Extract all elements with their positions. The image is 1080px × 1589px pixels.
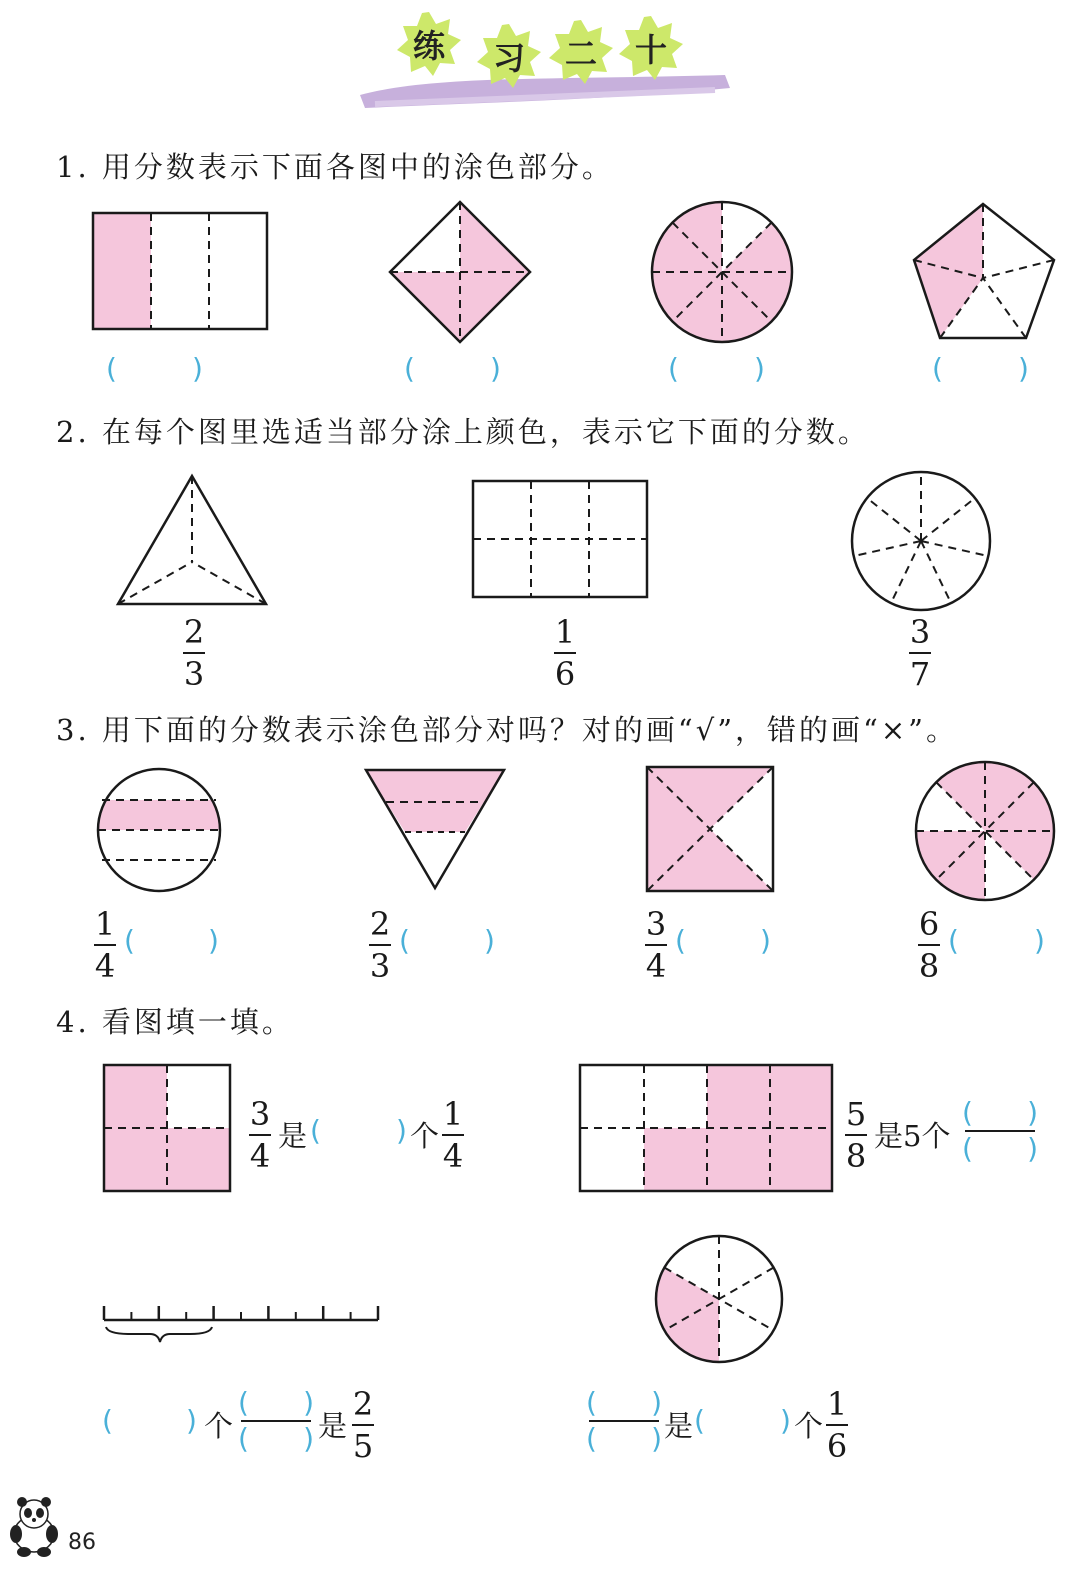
title-char: 习 <box>492 39 525 77</box>
numerator: 1 <box>826 1385 848 1423</box>
denominator: 8 <box>845 1137 867 1175</box>
q2-fraction-1 <box>183 614 205 692</box>
answer-open-paren: ( <box>124 924 135 957</box>
question-1-text: 1. 用分数表示下面各图中的涂色部分。 <box>56 150 614 184</box>
close-paren: ) <box>651 1422 662 1455</box>
title-badge-1 <box>395 10 463 78</box>
text-ge: 个 <box>794 1409 824 1443</box>
close-paren: ) <box>651 1386 662 1419</box>
denominator: 4 <box>442 1137 464 1175</box>
answer-close-paren[interactable]: ) <box>396 1114 407 1147</box>
numerator: 1 <box>94 905 116 943</box>
denominator: 4 <box>94 947 116 985</box>
answer-open-paren: ( <box>948 924 959 957</box>
answer-open-paren: ( <box>694 1404 705 1437</box>
q3-fraction-1 <box>94 906 116 984</box>
q3-square-figure <box>644 764 776 894</box>
answer-open-paren: ( <box>404 352 415 385</box>
title-badge-2 <box>475 22 543 90</box>
q4a-fraction-left <box>249 1096 271 1174</box>
question-3-text: 3. 用下面的分数表示涂色部分对吗？对的画“√”，错的画“×”。 <box>56 713 958 747</box>
answer-close-paren[interactable]: ) <box>1018 352 1029 385</box>
q1-circle-figure <box>648 198 796 346</box>
title-char: 十 <box>634 31 667 69</box>
numerator: 6 <box>918 905 940 943</box>
answer-close-paren[interactable]: ) <box>186 1404 197 1437</box>
open-paren: ( <box>586 1422 597 1455</box>
answer-close-paren[interactable]: ) <box>192 352 203 385</box>
numerator: 1 <box>554 613 576 651</box>
q2-triangle-figure[interactable] <box>114 472 270 608</box>
text-shi: 是 <box>278 1119 308 1153</box>
title-char: 二 <box>564 35 597 73</box>
q4b-fraction <box>845 1096 867 1174</box>
q3-circle-eighths-figure <box>912 758 1058 904</box>
numerator: 5 <box>845 1095 867 1133</box>
q3-fraction-2 <box>369 906 391 984</box>
close-paren: ) <box>1027 1132 1038 1165</box>
q2-fraction-2 <box>554 614 576 692</box>
q4d-fraction <box>826 1386 848 1464</box>
open-paren: ( <box>962 1096 973 1129</box>
q4-rectangle-eighths-figure <box>577 1062 835 1194</box>
q4-circle-sixths-figure <box>652 1232 786 1366</box>
q1-pentagon-figure <box>908 200 1058 342</box>
answer-close-paren[interactable]: ) <box>780 1404 791 1437</box>
numerator: 2 <box>183 613 205 651</box>
numerator: 1 <box>442 1095 464 1133</box>
text-ge: 个 <box>410 1119 440 1153</box>
title-badge-3 <box>547 18 615 86</box>
answer-open-paren: ( <box>932 352 943 385</box>
open-paren: ( <box>238 1386 249 1419</box>
text-shi: 是 <box>664 1409 694 1443</box>
numerator: 2 <box>369 905 391 943</box>
answer-close-paren[interactable]: ) <box>760 924 771 957</box>
answer-open-paren: ( <box>668 352 679 385</box>
text-ge: 个 <box>204 1409 234 1443</box>
answer-open-paren: ( <box>675 924 686 957</box>
q4c-fraction <box>352 1386 374 1464</box>
answer-open-paren: ( <box>310 1114 321 1147</box>
denominator: 6 <box>554 655 576 693</box>
title-badge-4 <box>617 14 685 82</box>
page-number: 86 <box>68 1530 96 1555</box>
denominator: 8 <box>918 947 940 985</box>
open-paren: ( <box>238 1422 249 1455</box>
answer-close-paren[interactable]: ) <box>490 352 501 385</box>
q4-segment-ruler-figure <box>100 1300 384 1350</box>
denominator: 3 <box>369 947 391 985</box>
title-char: 练 <box>412 27 445 65</box>
answer-close-paren[interactable]: ) <box>754 352 765 385</box>
numerator: 2 <box>352 1385 374 1423</box>
q4-square-quarters-figure <box>101 1062 233 1194</box>
denominator: 4 <box>645 947 667 985</box>
question-4-text: 4. 看图填一填。 <box>56 1005 294 1039</box>
answer-open-paren: ( <box>106 352 117 385</box>
answer-close-paren[interactable]: ) <box>208 924 219 957</box>
exercise-title <box>395 10 735 110</box>
q2-fraction-3 <box>909 614 931 692</box>
text-shi-5-ge: 是5个 <box>874 1119 951 1153</box>
q4c-blank-fraction[interactable] <box>236 1386 316 1456</box>
numerator: 3 <box>909 613 931 651</box>
text-shi: 是 <box>318 1409 348 1443</box>
answer-close-paren[interactable]: ) <box>484 924 495 957</box>
answer-close-paren[interactable]: ) <box>1034 924 1045 957</box>
numerator: 3 <box>249 1095 271 1133</box>
answer-open-paren: ( <box>102 1404 113 1437</box>
denominator: 3 <box>183 655 205 693</box>
panda-icon <box>4 1494 64 1558</box>
q4a-fraction-right <box>442 1096 464 1174</box>
q3-fraction-3 <box>645 906 667 984</box>
denominator: 4 <box>249 1137 271 1175</box>
q3-fraction-4 <box>918 906 940 984</box>
q3-circle-bands-figure <box>94 766 224 894</box>
q3-triangle-figure <box>362 766 508 892</box>
q1-diamond-figure <box>386 198 534 346</box>
q2-circle-figure[interactable] <box>848 468 994 614</box>
close-paren: ) <box>1027 1096 1038 1129</box>
open-paren: ( <box>586 1386 597 1419</box>
q4d-blank-fraction[interactable] <box>584 1386 664 1456</box>
numerator: 3 <box>645 905 667 943</box>
close-paren: ) <box>303 1422 314 1455</box>
q4b-blank-fraction[interactable] <box>960 1096 1040 1166</box>
question-2-text: 2. 在每个图里选适当部分涂上颜色，表示它下面的分数。 <box>56 415 870 449</box>
denominator: 7 <box>909 655 931 693</box>
close-paren: ) <box>303 1386 314 1419</box>
denominator: 6 <box>826 1427 848 1465</box>
open-paren: ( <box>962 1132 973 1165</box>
answer-open-paren: ( <box>399 924 410 957</box>
q2-rectangle-figure[interactable] <box>470 478 652 602</box>
q1-rectangle-figure <box>90 210 272 332</box>
denominator: 5 <box>352 1427 374 1465</box>
